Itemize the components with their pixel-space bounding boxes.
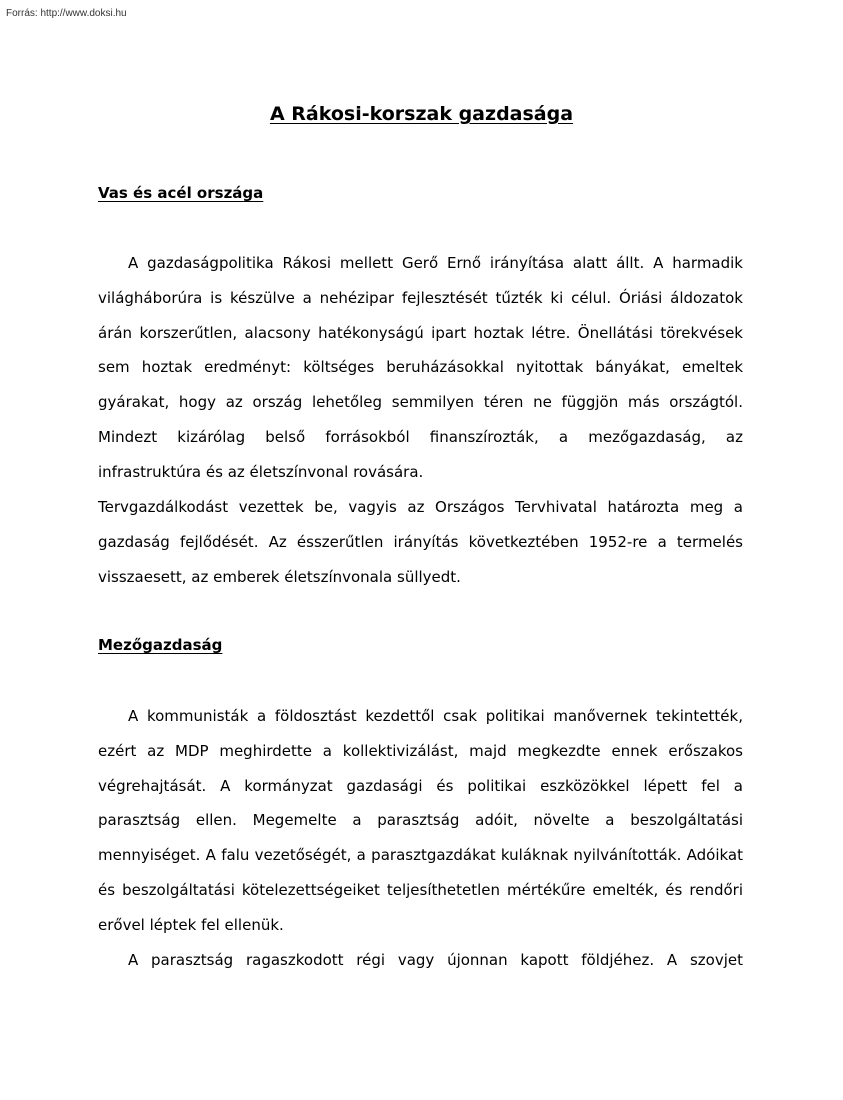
paragraph-economic-policy: A gazdaságpolitika Rákosi mellett Gerő Ernő irányítása alatt állt. A harmadik világháborúra is készülve a nehézipar fejlesztését tűzték ki célul. Óriási áldozatok árán korszerűtlen, alacsony hatékonyságú ipart hoztak létre. Önellátási törekvések sem hoztak eredményt: költséges beruházásokkal nyitottak bányákat, emeltek gyárakat, hogy az ország lehetőleg semmilyen téren ne függjön más országtól. Mindezt kizárólag belső forrásokból finanszírozták, a mezőgazdaság, az infrastruktúra és az életszínvonal rovására. bbox=[98, 254, 743, 481]
section-heading-iron-and-steel: Vas és acél országa bbox=[98, 184, 264, 202]
document-title: A Rákosi-korszak gazdasága bbox=[269, 103, 574, 125]
source-watermark: Forrás: http://www.doksi.hu bbox=[6, 8, 127, 19]
section-heading-agriculture: Mezőgazdaság bbox=[98, 636, 223, 654]
paragraph-peasantry: A parasztság ragaszkodott régi vagy újonnan kapott földjéhez. A szovjet bbox=[128, 951, 743, 969]
paragraph-planned-economy: Tervgazdálkodást vezettek be, vagyis az Országos Tervhivatal határozta meg a gazdaság fejlődését. Az ésszerűtlen irányítás következtében 1952-re a termelés visszaesett, az emberek életszínvonala süllyedt. bbox=[98, 498, 743, 586]
paragraph-collectivization: A kommunisták a földosztást kezdettől csak politikai manővernek tekintették, ezért az MDP meghirdette a kollektivizálást, majd megkezdte ennek erőszakos végrehajtását. A kormányzat gazdasági és politikai eszközökkel lépett fel a parasztság ellen. Megemelte a parasztság adóit, növelte a beszolgáltatási mennyiséget. A falu vezetőségét, a parasztgazdákat kuláknak nyilvánították. Adóikat és beszolgáltatási kötelezettségeiket teljesíthetetlen mértékűre emelték, és rendőri erővel léptek fel ellenük. bbox=[98, 707, 743, 934]
